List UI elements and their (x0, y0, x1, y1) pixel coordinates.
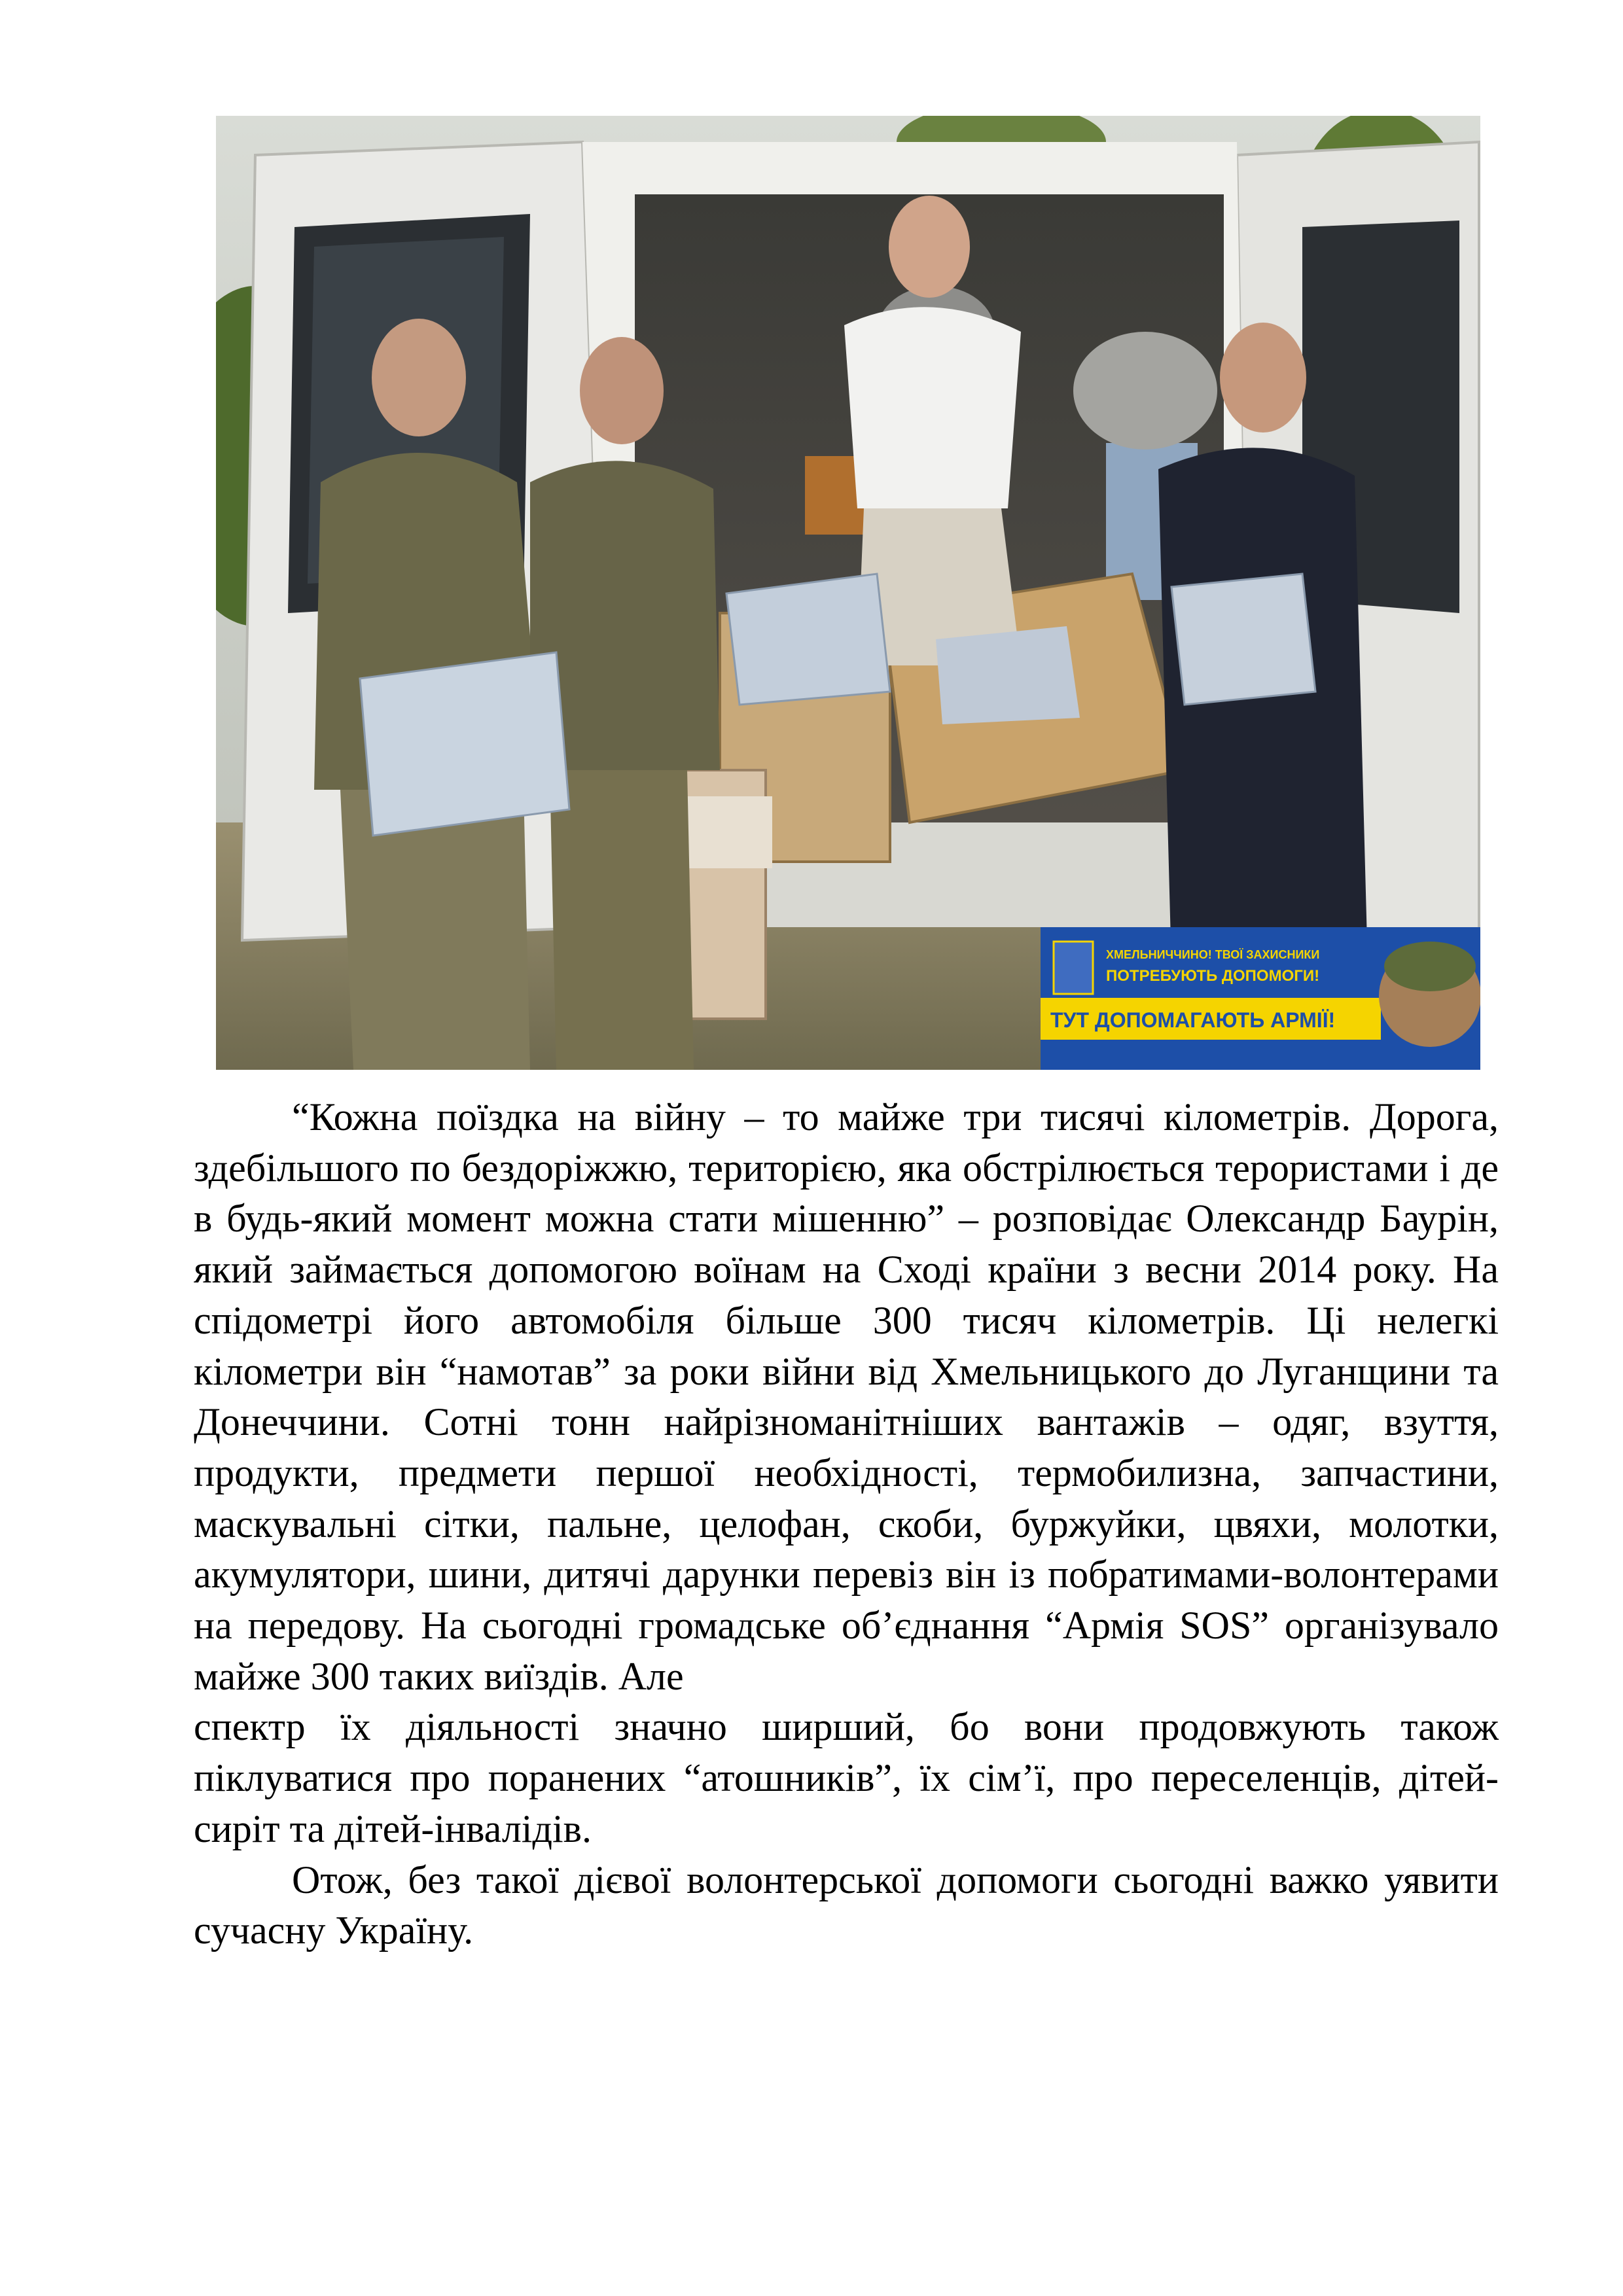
paragraph-quote: “Кожна поїздка на війну – то майже три тисячі кілометрів. Дорога, здебільшого по бездоріжжю, територією, яка обстрілюється терористами і де в будь-який момент можна стати мішенню” – розповідає Олександр Баурін, який займається допомогою воїнам на Сході країни з весни 2014 року. На спідометрі його автомобіля більше 300 тисяч кілометрів. Ці нелегкі кілометри він “намотав” за роки війни від Хмельницького до Луганщини та Донеччини. Сотні тонн найрізноманітніших вантажів – одяг, взуття, продукти, предмети першої необхідності, термобилизна, запчастини, маскувальні сітки, пальне, целофан, скоби, буржуйки, цвяхи, молотки, акумулятори, шини, дитячі дарунки перевіз він із побратимами-волонтерами на передову. На сьогодні громадське об’єднання “Армія SOS” організувало майже 300 таких виїздів. Але (194, 1095, 1499, 1698)
help-army-banner (1041, 927, 1480, 1070)
article-text (194, 1092, 1499, 1956)
paragraph-activities: спектр їх діяльності значно ширший, бо вони продовжують також піклуватися про поранених “атошників”, їх сім’ї, про переселенців, дітей-сиріт та дітей-інвалідів. (194, 1705, 1499, 1850)
banner-line2: ПОТРЕБУЮТЬ ДОПОМОГИ! (1106, 967, 1320, 985)
banner-line1: ХМЕЛЬНИЧЧИНО! ТВОЇ ЗАХИСНИКИ (1106, 948, 1320, 961)
banner-line3: ТУТ ДОПОМАГАЮТЬ АРМІЇ! (1050, 1008, 1336, 1032)
volunteers-photo (216, 116, 1480, 1070)
paragraph-conclusion: Отож, без такої дієвої волонтерської допомоги сьогодні важко уявити сучасну Україну. (194, 1858, 1499, 1952)
